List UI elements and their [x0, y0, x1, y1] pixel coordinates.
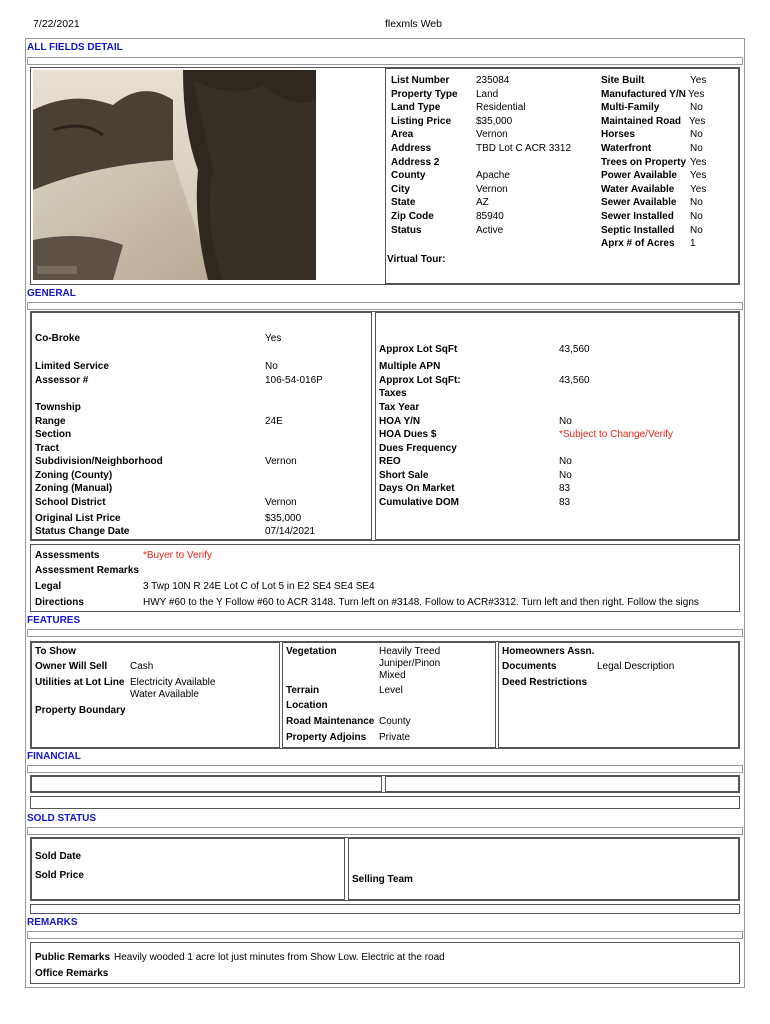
manufactured-label: Manufactured Y/N	[601, 89, 686, 100]
to-show-label: To Show	[35, 646, 76, 657]
county-label: County	[391, 170, 426, 181]
zip: 85940	[476, 211, 504, 222]
documents: Legal Description	[597, 661, 675, 672]
trees: Yes	[690, 157, 707, 168]
sold-date-label: Sold Date	[35, 851, 82, 862]
assessor-label: Assessor #	[35, 375, 89, 386]
photo-image	[33, 70, 316, 280]
directions: HWY #60 to the Y Follow #60 to ACR 3148. Turn left on #3148. Follow to ACR#3312. Turn left and then right. Follow the signs	[143, 597, 699, 608]
status: Active	[476, 225, 504, 236]
financial-left	[31, 776, 382, 792]
section-general: GENERAL	[27, 288, 76, 299]
sold-box-2	[30, 904, 740, 914]
public-remarks-label: Public Remarks	[35, 952, 111, 963]
power-label: Power Available	[601, 170, 677, 181]
divider	[27, 765, 743, 773]
section-features: FEATURES	[27, 615, 81, 626]
directions-label: Directions	[35, 597, 84, 608]
divider	[27, 827, 743, 835]
cobroke-label: Co-Broke	[35, 333, 81, 344]
location-label: Location	[286, 700, 328, 711]
water-label: Water Available	[601, 184, 675, 195]
reo: No	[559, 456, 572, 467]
adjoins-label: Property Adjoins	[286, 732, 367, 743]
area-label: Area	[391, 129, 414, 140]
sold-price-label: Sold Price	[35, 870, 84, 881]
remarks-box	[30, 942, 740, 984]
property-type-label: Property Type	[391, 89, 458, 100]
listing-detail-box	[385, 68, 739, 284]
multiple-apn-label: Multiple APN	[379, 361, 441, 372]
sewer-available-label: Sewer Available	[601, 197, 677, 208]
state-label: State	[391, 197, 416, 208]
site-built: Yes	[690, 75, 707, 86]
school: Vernon	[265, 497, 297, 508]
sewer-available: No	[690, 197, 703, 208]
sold-left	[31, 838, 345, 900]
land-type-label: Land Type	[391, 102, 441, 113]
office-remarks-label: Office Remarks	[35, 968, 109, 979]
maintained-road-label: Maintained Road	[601, 116, 682, 127]
zip-label: Zip Code	[391, 211, 434, 222]
status-change-label: Status Change Date	[35, 526, 130, 537]
maintained-road: Yes	[689, 116, 706, 127]
hoa-dues: *Subject to Change/Verify	[559, 429, 673, 440]
legal-label: Legal	[35, 581, 62, 592]
township-label: Township	[35, 402, 81, 413]
documents-label: Documents	[502, 661, 557, 672]
septic: No	[690, 225, 703, 236]
zoning-county-label: Zoning (County)	[35, 470, 113, 481]
boundary-label: Property Boundary	[35, 705, 126, 716]
zoning-manual-label: Zoning (Manual)	[35, 483, 113, 494]
financial-right	[385, 776, 739, 792]
range: 24E	[265, 416, 283, 427]
area: Vernon	[476, 129, 508, 140]
terrain: Level	[379, 685, 403, 696]
virtual-tour-label: Virtual Tour:	[387, 254, 446, 265]
address2-label: Address 2	[391, 157, 440, 168]
public-remarks: Heavily wooded 1 acre lot just minutes from Show Low. Electric at the road	[114, 952, 445, 963]
hoa-dues-label: HOA Dues $	[379, 429, 437, 440]
manufactured: Yes	[688, 89, 705, 100]
section-sold: SOLD STATUS	[27, 813, 97, 824]
vegetation-3: Mixed	[379, 670, 406, 681]
lot-sqft-label: Approx Lot SqFt	[379, 344, 458, 355]
utilities-water: Water Available	[130, 689, 199, 700]
owner-will-sell-label: Owner Will Sell	[35, 661, 108, 672]
vegetation-1: Heavily Treed	[379, 646, 441, 657]
subdivision: Vernon	[265, 456, 297, 467]
sewer-installed: No	[690, 211, 703, 222]
horses-label: Horses	[601, 129, 635, 140]
cdom-label: Cumulative DOM	[379, 497, 460, 508]
section-all-fields: ALL FIELDS DETAIL	[27, 42, 123, 53]
divider	[27, 629, 743, 637]
print-date: 7/22/2021	[33, 18, 80, 30]
property-photo	[33, 70, 316, 280]
state: AZ	[476, 197, 489, 208]
financial-box-2	[30, 796, 740, 809]
listing-price: $35,000	[476, 116, 513, 127]
dom-label: Days On Market	[379, 483, 455, 494]
section-remarks: REMARKS	[27, 917, 78, 928]
address-label: Address	[391, 143, 432, 154]
owner-will-sell: Cash	[130, 661, 154, 672]
land-type: Residential	[476, 102, 526, 113]
water: Yes	[690, 184, 707, 195]
legal: 3 Twp 10N R 24E Lot C of Lot 5 in E2 SE4 SE4 SE4	[143, 581, 375, 592]
acres: 1	[690, 238, 696, 249]
dom: 83	[559, 483, 571, 494]
acres-label: Aprx # of Acres	[601, 238, 675, 249]
lot-sqft2: 43,560	[559, 375, 590, 386]
divider	[27, 931, 743, 939]
hoa-label: HOA Y/N	[379, 416, 421, 427]
taxes-label: Taxes	[379, 388, 407, 399]
tax-year-label: Tax Year	[379, 402, 420, 413]
deed-label: Deed Restrictions	[502, 677, 588, 688]
hoa: No	[559, 416, 572, 427]
reo-label: REO	[379, 456, 401, 467]
city-label: City	[391, 184, 410, 195]
adjoins: Private	[379, 732, 411, 743]
property-type: Land	[476, 89, 499, 100]
divider	[27, 302, 743, 310]
list-number-label: List Number	[391, 75, 450, 86]
utilities-label: Utilities at Lot Line	[35, 677, 125, 688]
vegetation-2: Juniper/Pinon	[379, 658, 441, 669]
road-maint: County	[379, 716, 411, 727]
terrain-label: Terrain	[286, 685, 320, 696]
vegetation-label: Vegetation	[286, 646, 337, 657]
address: TBD Lot C ACR 3312	[476, 143, 572, 154]
limited-service-label: Limited Service	[35, 361, 109, 372]
orig-price-label: Original List Price	[35, 513, 121, 524]
limited-service: No	[265, 361, 278, 372]
trees-label: Trees on Property	[601, 157, 687, 168]
section-label: Section	[35, 429, 72, 440]
site-built-label: Site Built	[601, 75, 645, 86]
school-label: School District	[35, 497, 106, 508]
assessment-remarks-label: Assessment Remarks	[35, 565, 139, 576]
power: Yes	[690, 170, 707, 181]
utilities-electric: Electricity Available	[130, 677, 216, 688]
listing-price-label: Listing Price	[391, 116, 452, 127]
short-sale: No	[559, 470, 572, 481]
tract-label: Tract	[35, 443, 59, 454]
assessments-label: Assessments	[35, 550, 100, 561]
cdom: 83	[559, 497, 571, 508]
hoa-assn-label: Homeowners Assn.	[502, 646, 595, 657]
septic-label: Septic Installed	[601, 225, 675, 236]
dues-frequency-label: Dues Frequency	[379, 443, 457, 454]
lot-sqft2-label: Approx Lot SqFt:	[379, 375, 461, 386]
road-maint-label: Road Maintenance	[286, 716, 375, 727]
subdivision-label: Subdivision/Neighborhood	[35, 456, 163, 467]
county: Apache	[476, 170, 510, 181]
horses: No	[690, 129, 703, 140]
multifamily-label: Multi-Family	[601, 102, 660, 113]
status-label: Status	[391, 225, 422, 236]
lot-sqft: 43,560	[559, 344, 590, 355]
features-col3	[498, 642, 739, 748]
page-title: flexmls Web	[385, 18, 442, 30]
cobroke: Yes	[265, 333, 282, 344]
sold-right	[348, 838, 739, 900]
assessor: 106-54-016P	[265, 375, 323, 386]
waterfront-label: Waterfront	[601, 143, 652, 154]
orig-price: $35,000	[265, 513, 302, 524]
range-label: Range	[35, 416, 66, 427]
divider	[27, 57, 743, 65]
section-financial: FINANCIAL	[27, 751, 81, 762]
sewer-installed-label: Sewer Installed	[601, 211, 674, 222]
city: Vernon	[476, 184, 508, 195]
status-change: 07/14/2021	[265, 526, 316, 537]
short-sale-label: Short Sale	[379, 470, 429, 481]
selling-team-label: Selling Team	[352, 874, 413, 885]
assessments: *Buyer to Verify	[143, 550, 212, 561]
multifamily: No	[690, 102, 703, 113]
list-number: 235084	[476, 75, 510, 86]
waterfront: No	[690, 143, 703, 154]
